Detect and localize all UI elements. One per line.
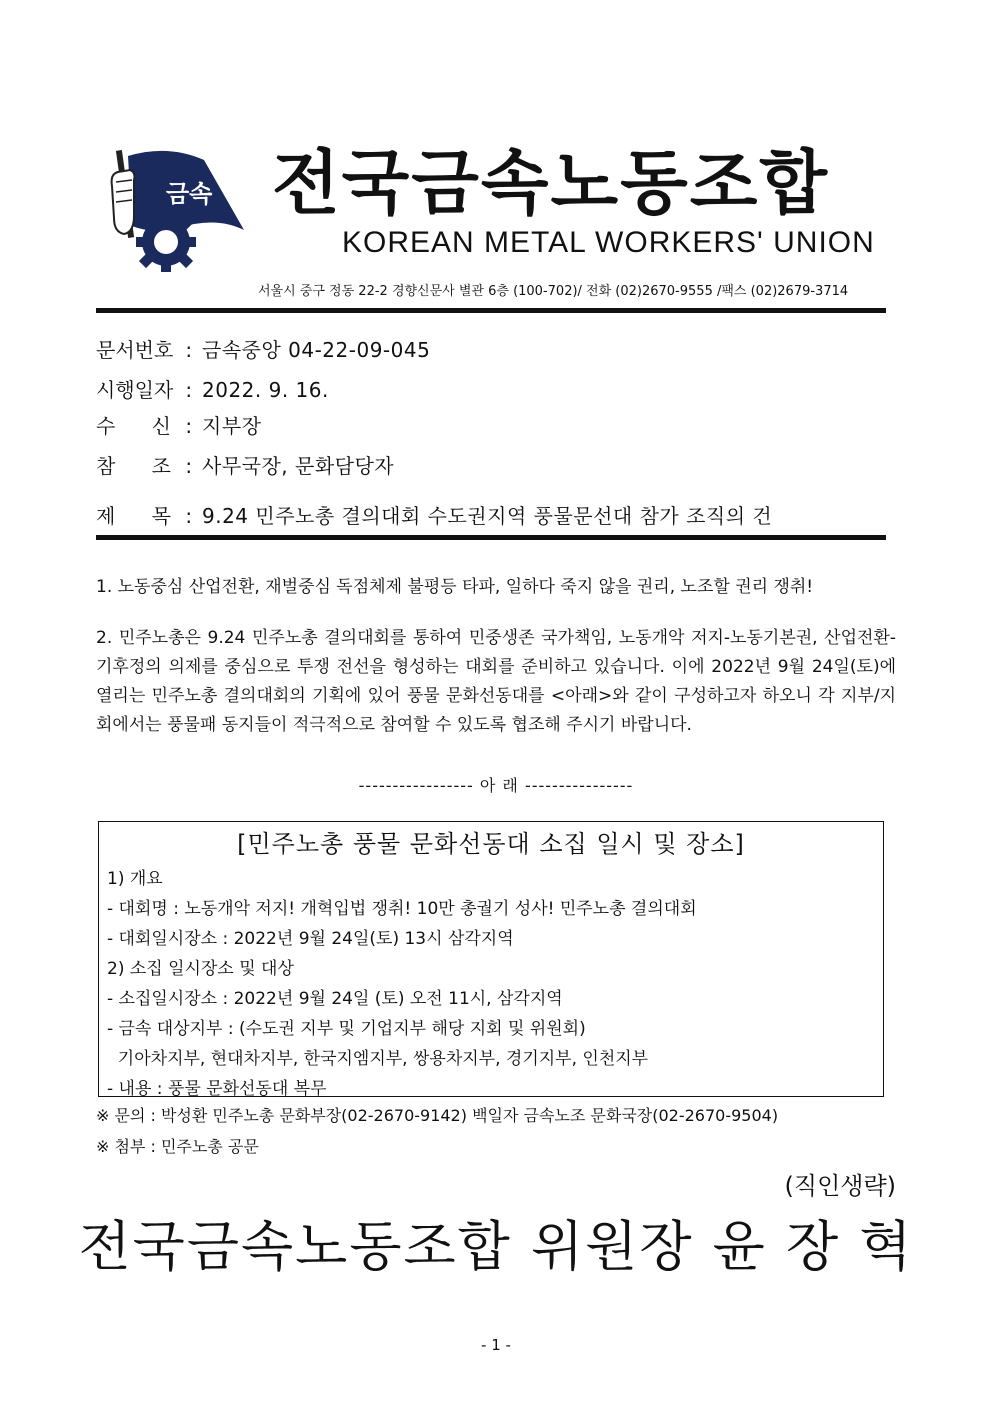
assembly-info-box	[98, 821, 884, 1097]
recipient-label: 수 신	[96, 414, 171, 438]
colon: :	[185, 338, 193, 362]
subject-row	[96, 500, 772, 529]
org-name-korean: 전국금속노동조합	[272, 142, 829, 224]
box-line: - 대회명 : 노동개악 저지! 개혁입법 쟁취! 10만 총궐기 성사! 민주노총 결의대회	[107, 899, 697, 919]
box-line: - 대회일시장소 : 2022년 9월 24일(토) 13시 삼각지역	[107, 929, 514, 949]
reference-value: 사무국장, 문화담당자	[202, 454, 395, 478]
doc-number: 금속중앙 04-22-09-045	[202, 338, 431, 362]
colon: :	[185, 378, 193, 402]
meta-rule	[96, 535, 886, 540]
box-line: - 소집일시장소 : 2022년 9월 24일 (토) 오전 11시, 삼각지역	[107, 989, 563, 1009]
paragraph-1: 1. 노동중심 산업전환, 재벌중심 독점체제 불평등 타파, 일하다 죽지 않을 권리, 노조할 권리 쟁취!	[96, 577, 814, 597]
subject-label: 제 목	[96, 504, 171, 528]
signature-line: 전국금속노동조합 위원장 윤 장 혁	[78, 1215, 914, 1278]
box-line: 1) 개요	[107, 869, 163, 889]
page-number: - 1 -	[481, 1336, 511, 1354]
date-label: 시행일자	[96, 378, 174, 402]
inquiry-note: ※ 문의 : 박성환 민주노총 문화부장(02-2670-9142) 백일자 금속노조 문화국장(02-2670-9504)	[96, 1106, 779, 1125]
flag-fist-gear-icon	[108, 146, 248, 274]
box-line: 기아차지부, 현대차지부, 한국지엠지부, 쌍용차지부, 경기지부, 인천지부	[107, 1049, 649, 1069]
date-value: 2022. 9. 16.	[202, 378, 329, 402]
box-line: 2) 소집 일시장소 및 대상	[107, 959, 294, 979]
paragraph-2: 2. 민주노총은 9.24 민주노총 결의대회를 통하여 민중생존 국가책임, 노동개악 저지-노동기본권, 산업전환-기후정의 의제를 중심으로 투쟁 전선을 형성하는 대회를 준비하고 있습니다. 이에 2022년 9월 24일(토)에 열리는 민주노총 결의대회의 기획에 있어 풍물 문화선동대를 <아래>와 같이 구성하고자 하오니 각 지부/지회에서는 풍물패 동지들이 적극적으로 참여할 수 있도록 협조해 주시기 바랍니다.	[96, 628, 896, 735]
reference-label: 참 조	[96, 454, 171, 478]
colon: :	[185, 454, 193, 478]
org-address: 서울시 중구 정동 22-2 경향신문사 별관 6층 (100-702)/ 전화 (02)2670-9555 /팩스 (02)2679-3714	[258, 284, 849, 299]
colon: :	[185, 504, 193, 528]
attachment-note: ※ 첨부 : 민주노총 공문	[96, 1137, 259, 1156]
doc-number-label: 문서번호	[96, 338, 174, 362]
box-line: - 금속 대상지부 : (수도권 지부 및 기업지부 해당 지회 및 위원회)	[107, 1019, 586, 1039]
reference-row	[96, 450, 394, 479]
org-name-english: KOREAN METAL WORKERS' UNION	[342, 226, 875, 259]
date-row	[96, 374, 329, 403]
colon: :	[185, 414, 193, 438]
doc-number-row	[96, 334, 430, 363]
seal-omitted: (직인생략)	[784, 1172, 896, 1200]
logo-text: 금속	[166, 180, 213, 208]
below-divider: ----------------- 아 래 ----------------	[358, 776, 634, 795]
header-rule	[96, 308, 886, 313]
subject-value: 9.24 민주노총 결의대회 수도권지역 풍물문선대 참가 조직의 건	[202, 504, 773, 528]
box-line: - 내용 : 풍물 문화선동대 복무	[107, 1079, 327, 1099]
recipient-value: 지부장	[202, 414, 262, 438]
union-logo	[108, 146, 248, 274]
recipient-row	[96, 410, 261, 439]
box-title: [민주노총 풍물 문화선동대 소집 일시 및 장소]	[237, 830, 745, 858]
